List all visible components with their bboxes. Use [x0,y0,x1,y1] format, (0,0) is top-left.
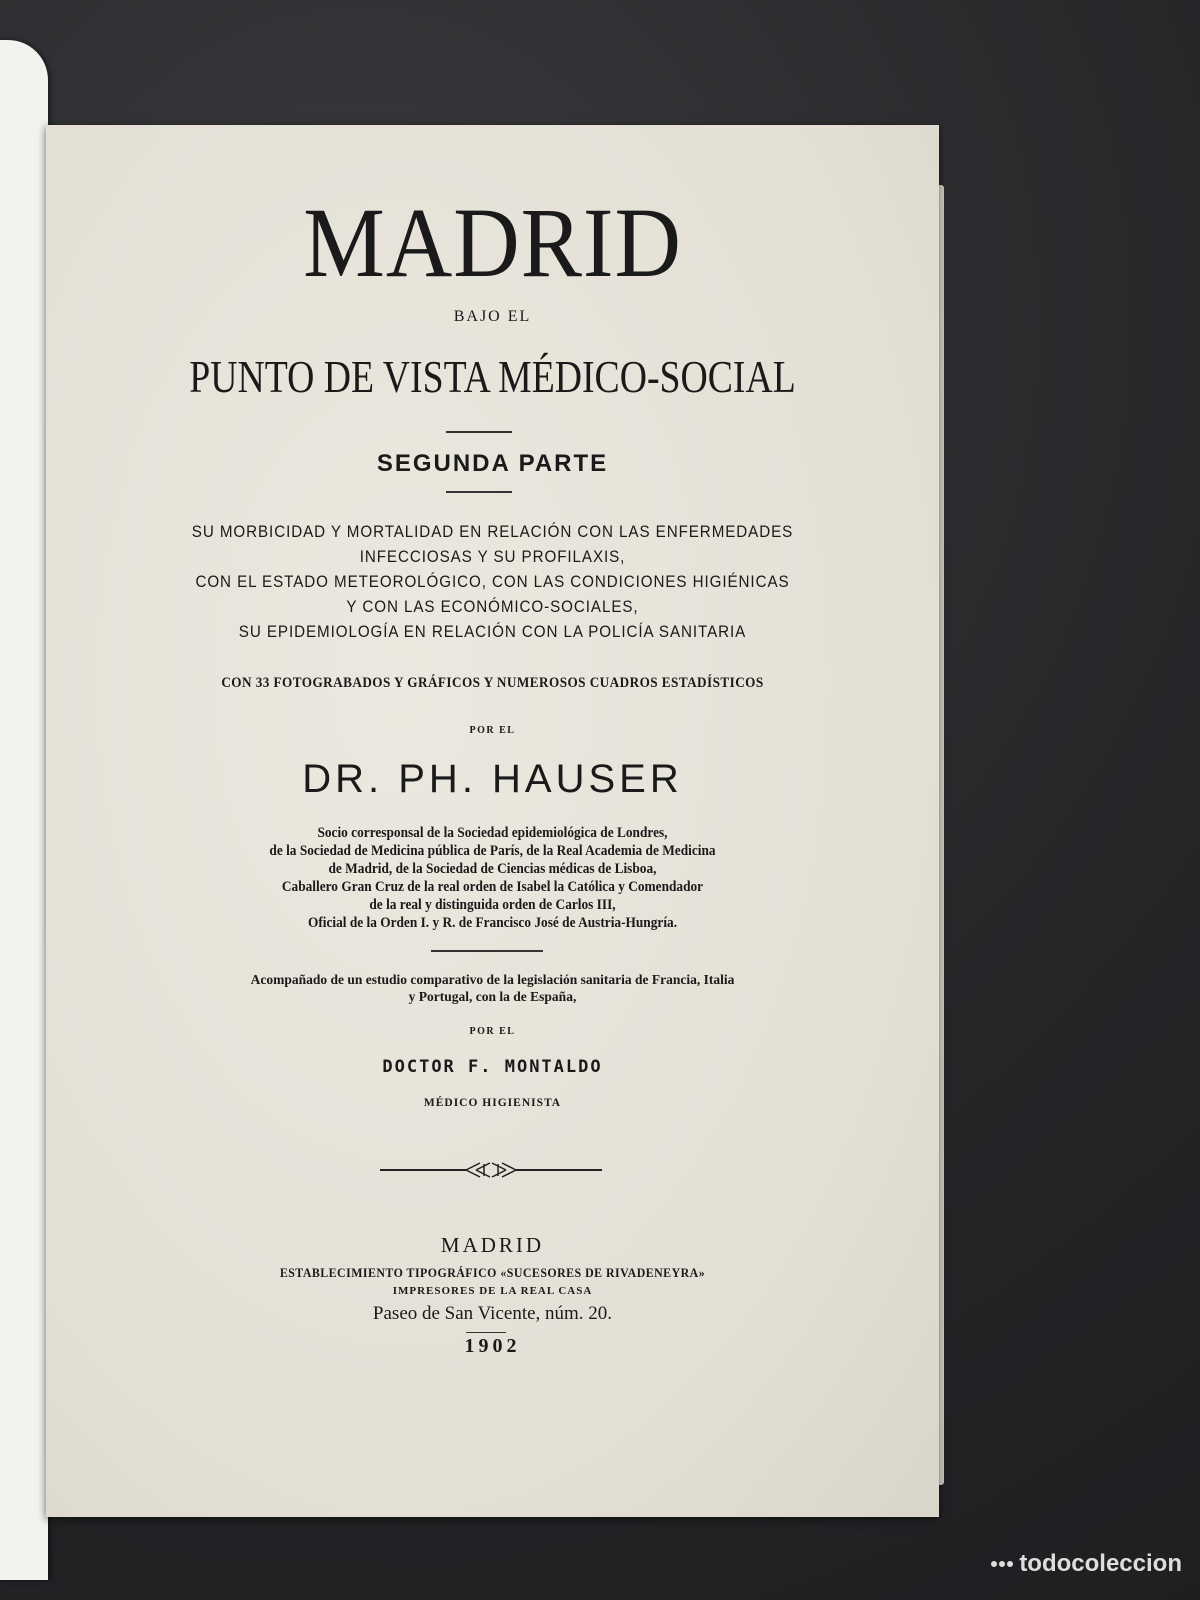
title-page [46,125,939,1517]
book-subtitle: PUNTO DE VISTA MÉDICO-SOCIAL [189,351,796,402]
imprint-address: Paseo de San Vicente, núm. 20. [372,1303,613,1324]
divider-rule [466,1332,506,1333]
credential-line: de la real y distinguida orden de Carlos III, [369,897,616,913]
ornament-divider [46,1155,939,1185]
book-title: MADRID [303,187,682,298]
adjacent-page [0,40,48,1580]
subtitle-small: BAJO EL [453,308,532,325]
part-heading: SEGUNDA PARTE [376,450,609,477]
imprint-printers: IMPRESORES DE LA REAL CASA [392,1285,593,1297]
author-name: DR. PH. HAUSER [302,757,683,801]
description-line: Y CON LAS ECONÓMICO-SOCIALES, [346,598,639,616]
divider-rule [446,491,512,493]
divider-rule [431,950,543,952]
imprint-establishment: ESTABLECIMIENTO TIPOGRÁFICO «SUCESORES DE RIVADENEYRA» [279,1266,706,1280]
divider-rule [446,431,512,433]
credential-line: Caballero Gran Cruz de la real orden de Isabel la Católica y Comendador [281,879,704,895]
imprint-city: MADRID [440,1233,545,1257]
by-label: POR EL [469,725,516,736]
illustrations-note: CON 33 FOTOGRABADOS Y GRÁFICOS Y NUMEROSOS CUADROS ESTADÍSTICOS [221,675,764,691]
accompanied-line: y Portugal, con la de España, [408,989,577,1004]
watermark-dots-icon [991,1561,1013,1567]
watermark-text: todocoleccion [1019,1550,1182,1577]
second-author-name: DOCTOR F. MONTALDO [382,1057,603,1077]
description-line: SU EPIDEMIOLOGÍA EN RELACIÓN CON LA POLICÍA SANITARIA [238,623,747,641]
second-author-title: MÉDICO HIGIENISTA [423,1097,562,1109]
description-line: INFECCIOSAS Y SU PROFILAXIS, [359,548,626,566]
credential-line: de Madrid, de la Sociedad de Ciencias médicas de Lisboa, [328,861,657,877]
accompanied-line: Acompañado de un estudio comparativo de la legislación sanitaria de Francia, Italia [250,972,735,987]
credential-line: de la Sociedad de Medicina pública de París, de la Real Academia de Medicina [269,843,716,859]
credential-line: Oficial de la Orden I. y R. de Francisco José de Austria-Hungría. [307,915,678,931]
description-line: SU MORBICIDAD Y MORTALIDAD EN RELACIÓN CON LAS ENFERMEDADES [191,523,794,541]
credential-line: Socio corresponsal de la Sociedad epidemiológica de Londres, [317,825,668,841]
by-label: POR EL [469,1026,516,1037]
watermark-logo [991,1550,1182,1578]
description-line: CON EL ESTADO METEOROLÓGICO, CON LAS CONDICIONES HIGIÉNICAS [195,573,790,591]
imprint-year: 1902 [464,1335,521,1357]
